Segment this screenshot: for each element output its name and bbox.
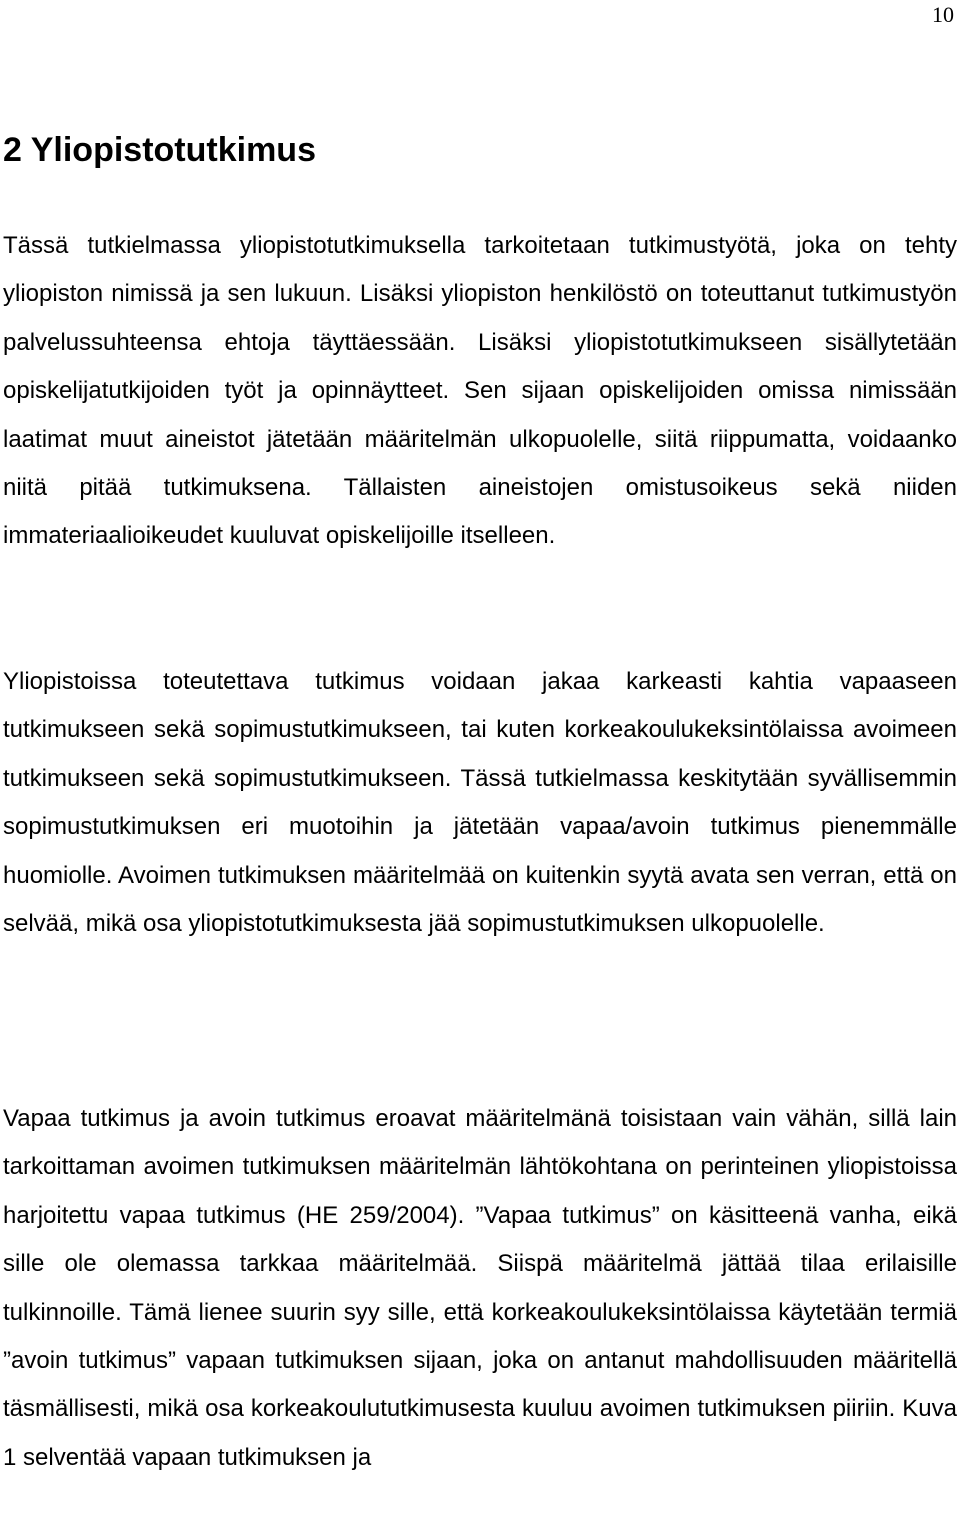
- paragraph-free-vs-open-research: Vapaa tutkimus ja avoin tutkimus eroavat määritelmänä toisistaan vain vähän, sillä lain tarkoittaman avoimen tutkimuksen määritelmän lähtökohtana on perinteinen yliopistoissa harjoitettu vapaa tutkimus (HE 259/2004). ”Vapaa tutkimus” on käsitteenä vanha, eikä sille ole olemassa tarkkaa määritelmää. Siispä määritelmä jättää tilaa erilaisille tulkinnoille. Tämä lienee suurin syy sille, että korkeakoulukeksintölaissa käytetään termiä ”avoin tutkimus” vapaan tutkimuksen sijaan, joka on antanut mahdollisuuden määritellä täsmällisesti, mikä osa korkeakoulututkimusesta kuuluu avoimen tutkimuksen piiriin. Kuva 1 selventää vapaan tutkimuksen ja: [3, 1105, 957, 1471]
- paragraph-research-types: Yliopistoissa toteutettava tutkimus voidaan jakaa karkeasti kahtia vapaaseen tutkimukseen sekä sopimustutkimukseen, tai kuten korkeakoulukeksintölaissa avoimeen tutkimukseen sekä sopimustutkimukseen. Tässä tutkielmassa keskitytään syvällisemmin sopimustutkimuksen eri muotoihin ja jätetään vapaa/avoin tutkimus pienemmälle huomiolle. Avoimen tutkimuksen määritelmää on kuitenkin syytä avata sen verran, että on selvää, mikä osa yliopistotutkimuksesta jää sopimustutkimuksen ulkopuolelle.: [3, 668, 957, 938]
- chapter-heading: 2 Yliopistotutkimus: [3, 131, 316, 169]
- paragraph-university-research-definition: Tässä tutkielmassa yliopistotutkimuksella tarkoitetaan tutkimustyötä, joka on tehty yliopiston nimissä ja sen lukuun. Lisäksi yliopiston henkilöstö on toteuttanut tutkimustyön palvelussuhteensa ehtoja täyttäessään. Lisäksi yliopistotutkimukseen sisällytetään opiskelijatutkijoiden työt ja opinnäytteet. Sen sijaan opiskelijoiden omissa nimissään laatimat muut aineistot jätetään määritelmän ulkopuolelle, siitä riippumatta, voidaanko niitä pitää tutkimuksena. Tällaisten aineistojen omistusoikeus sekä niiden immateriaalioikeudet kuuluvat opiskelijoille itselleen.: [3, 232, 957, 550]
- page-number: 10: [932, 2, 954, 27]
